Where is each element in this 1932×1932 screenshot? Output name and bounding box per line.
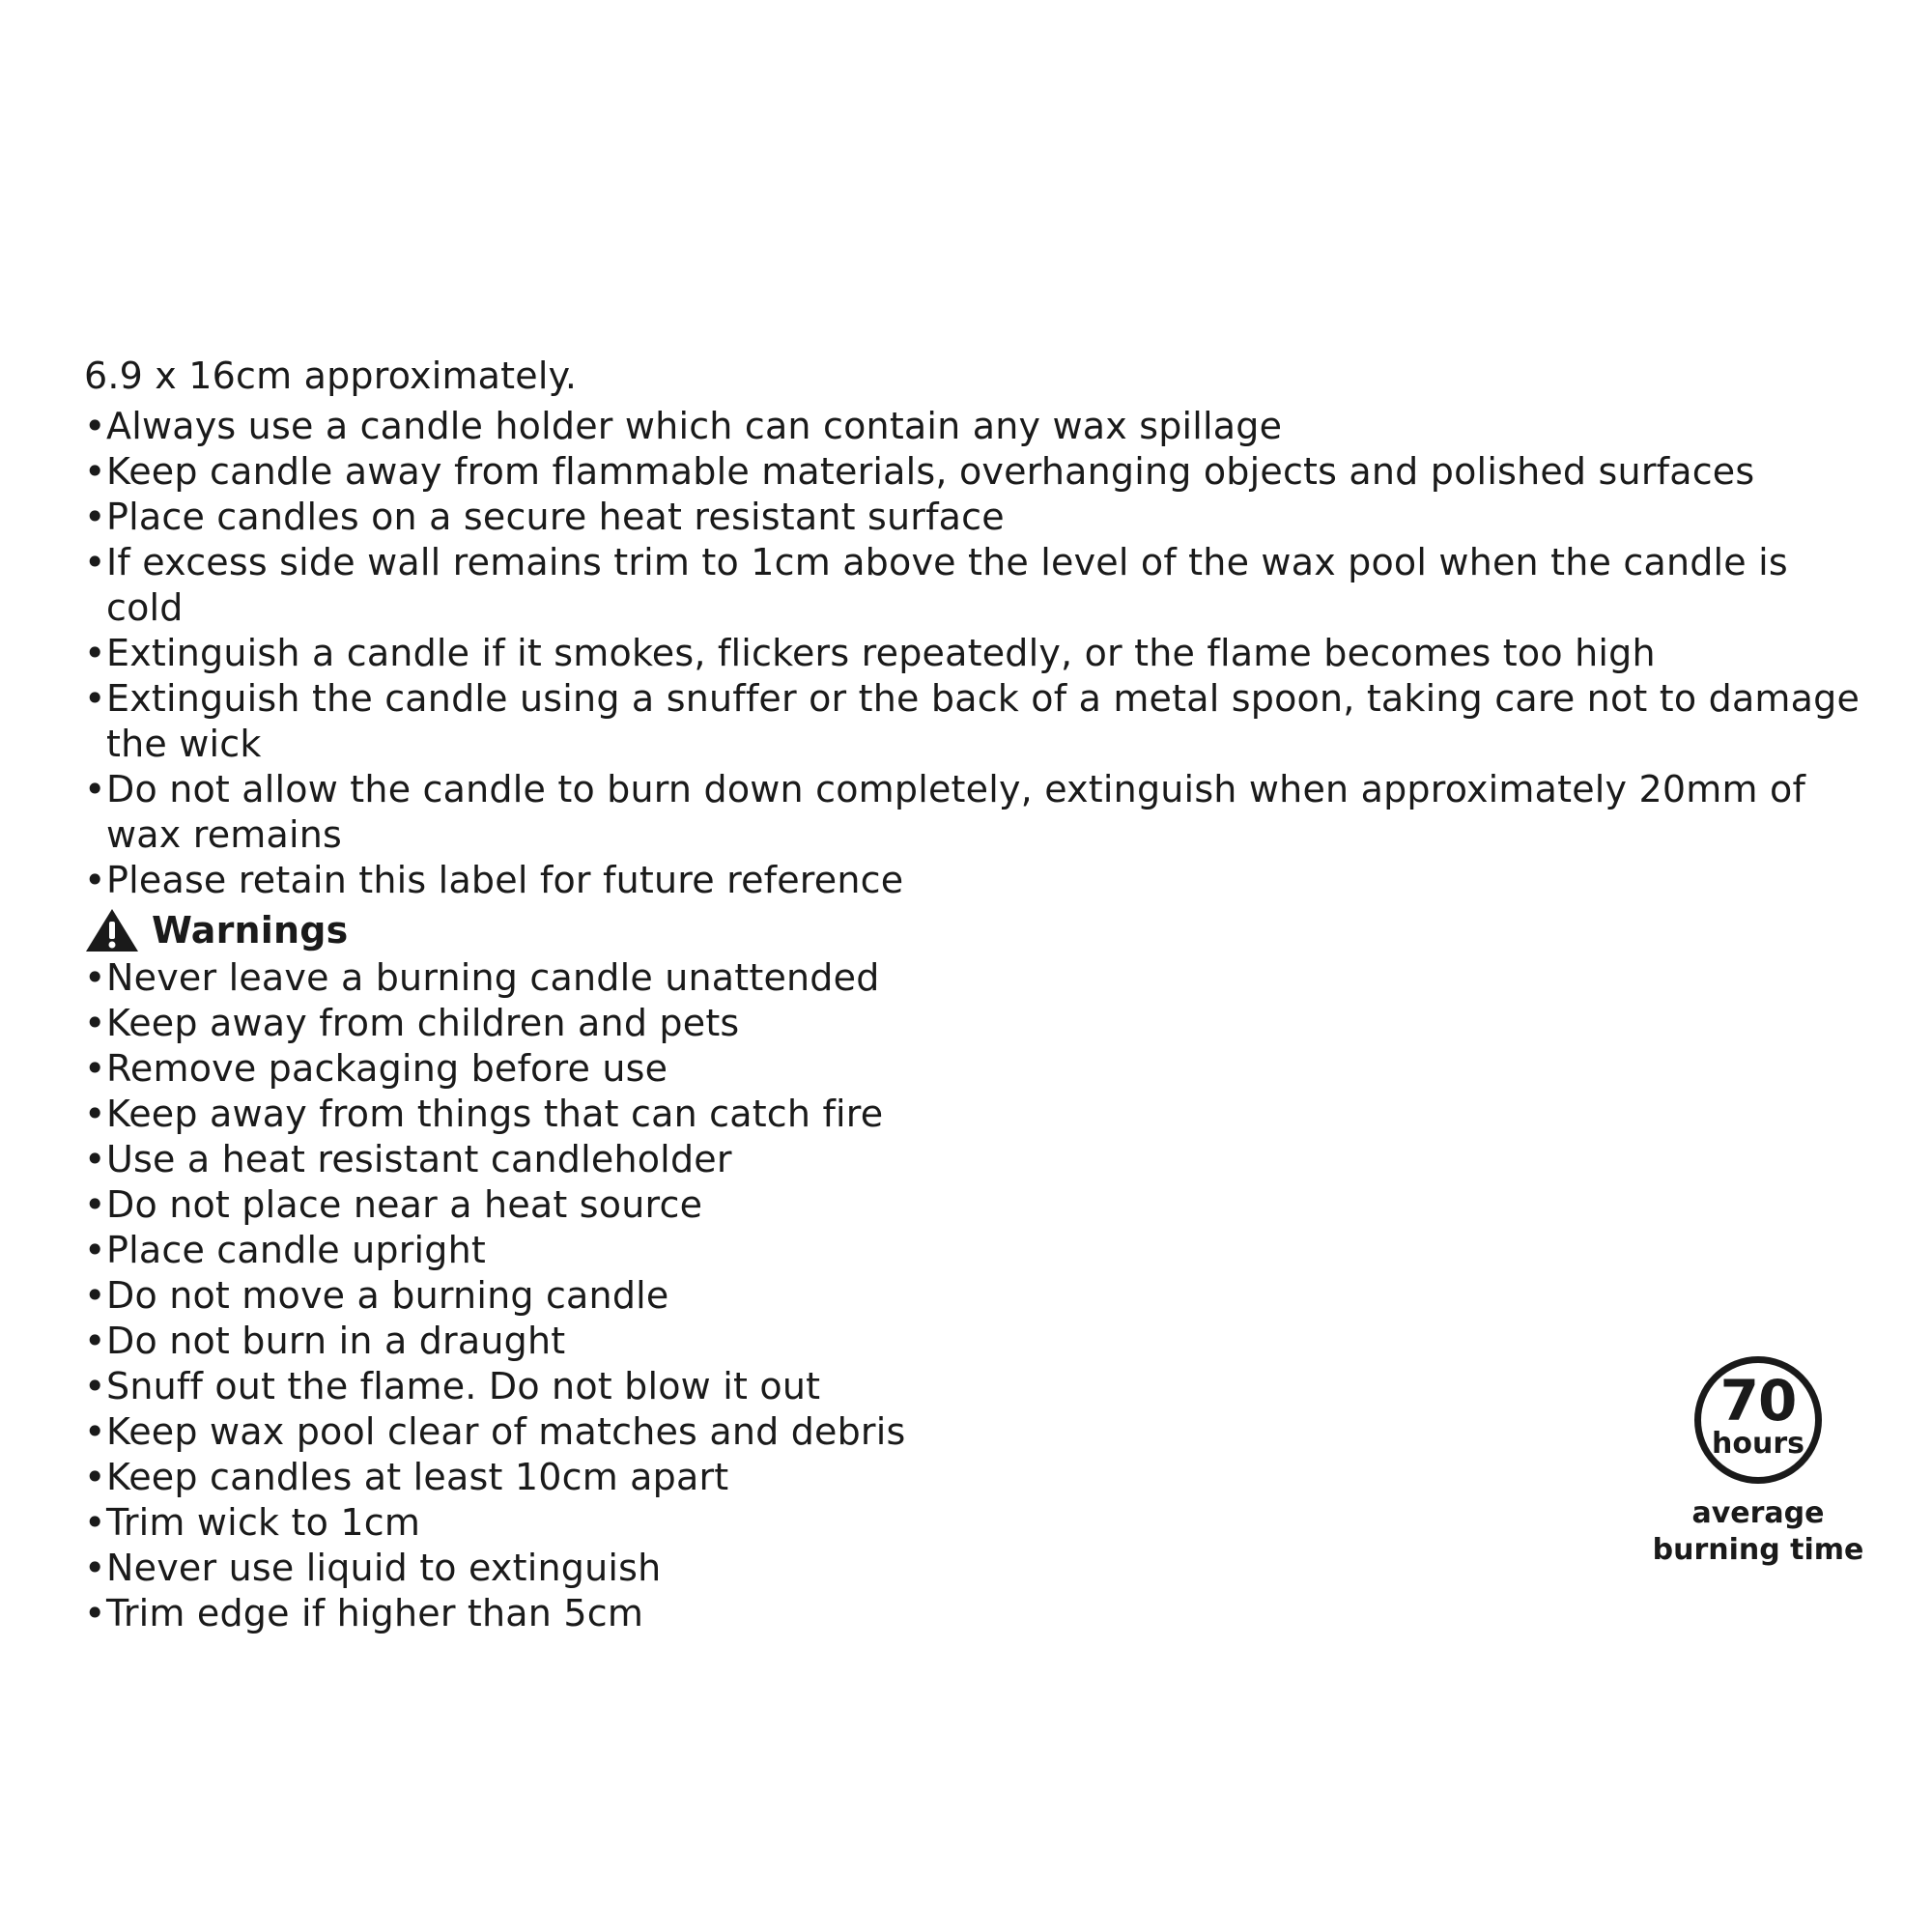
candle-label <box>84 354 1871 1636</box>
badge-circle <box>1694 1356 1822 1484</box>
badge-caption-line2: burning time <box>1652 1533 1864 1567</box>
list-item: • Use a heat resistant candleholder <box>84 1137 1871 1182</box>
list-item: • Keep away from children and pets <box>84 1001 1871 1046</box>
list-item: • Keep candle away from flammable materials, overhanging objects and polished surfaces <box>84 449 1871 495</box>
badge-caption <box>1642 1495 1874 1569</box>
warnings-heading <box>84 905 1871 955</box>
list-item: • Do not allow the candle to burn down completely, extinguish when approximately 20mm of wax remains <box>84 767 1871 858</box>
list-item: • Place candle upright <box>84 1228 1871 1273</box>
list-item: • Do not place near a heat source <box>84 1182 1871 1228</box>
badge-number: 70 <box>1719 1368 1797 1434</box>
badge-caption-line1: average <box>1691 1496 1825 1530</box>
warnings-title: Warnings <box>152 908 349 952</box>
list-item: • If excess side wall remains trim to 1cm above the level of the wax pool when the candle is cold <box>84 540 1871 631</box>
list-item: • Please retain this label for future reference <box>84 858 1871 903</box>
list-item: • Extinguish a candle if it smokes, flickers repeatedly, or the flame becomes too high <box>84 631 1871 676</box>
burning-time-badge <box>1642 1356 1874 1569</box>
list-item: • Snuff out the flame. Do not blow it out <box>84 1364 1871 1409</box>
list-item: • Trim edge if higher than 5cm <box>84 1591 1871 1636</box>
list-item: • Always use a candle holder which can contain any wax spillage <box>84 404 1871 449</box>
list-item: • Trim wick to 1cm <box>84 1500 1871 1546</box>
warnings-list <box>84 955 1871 1636</box>
list-item: • Never leave a burning candle unattended <box>84 955 1871 1001</box>
list-item: • Place candles on a secure heat resistant surface <box>84 495 1871 540</box>
instructions-list <box>84 404 1871 903</box>
list-item: • Remove packaging before use <box>84 1046 1871 1092</box>
list-item: • Do not move a burning candle <box>84 1273 1871 1319</box>
list-item: • Keep wax pool clear of matches and debris <box>84 1409 1871 1455</box>
size-line: 6.9 x 16cm approximately. <box>84 355 578 397</box>
list-item: • Keep candles at least 10cm apart <box>84 1455 1871 1500</box>
list-item: • Extinguish the candle using a snuffer or the back of a metal spoon, taking care not to damage the wick <box>84 676 1871 767</box>
list-item: • Do not burn in a draught <box>84 1319 1871 1364</box>
list-item: • Never use liquid to extinguish <box>84 1546 1871 1591</box>
badge-unit: hours <box>1712 1427 1804 1461</box>
list-item: • Keep away from things that can catch fire <box>84 1092 1871 1137</box>
warning-triangle-icon <box>84 907 140 953</box>
